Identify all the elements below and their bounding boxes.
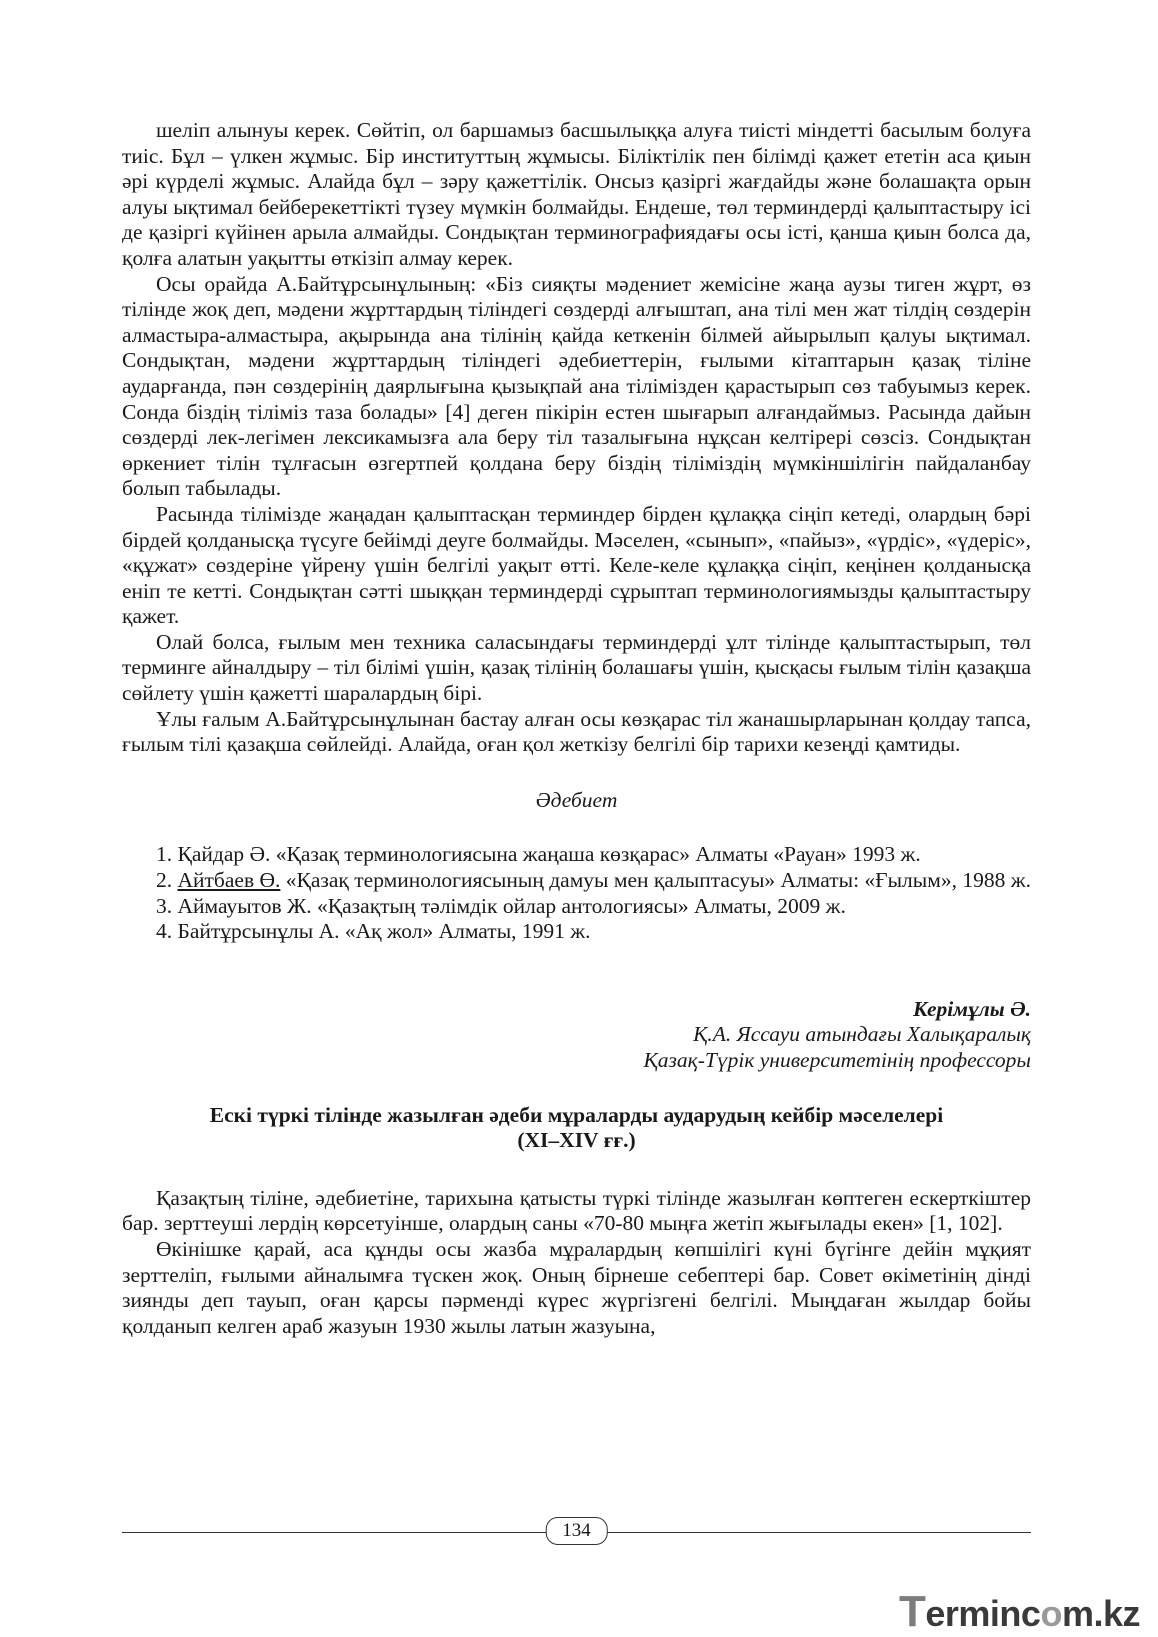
page-footer [122, 1517, 1031, 1547]
reference-number: 4. [156, 919, 178, 944]
page-number: 134 [545, 1517, 608, 1545]
reference-text: «Қазақ терминологиясының дамуы мен қалыптасуы» Алматы: «Ғылым», 1988 ж. [280, 868, 1031, 893]
watermark-text: m.kz [1061, 1593, 1140, 1634]
reference-author-link[interactable]: Айтбаев Ө. [177, 868, 281, 893]
page-body [122, 118, 1031, 1339]
watermark-letter: T [899, 1587, 926, 1636]
author-name: Керімұлы Ә. [912, 996, 1031, 1021]
reference-number: 3. [156, 893, 178, 918]
paragraph: Қазақтың тіліне, әдебиетіне, тарихына қатысты түркі тілінде жазылған көптеген ескерткіштер бар. зерттеуші лердің көрсетуінше, олардың саны «70-80 мыңға жетіп жығылады екен» [1, 102]. [122, 1185, 1031, 1236]
paragraph: Олай болса, ғылым мен техника саласындағы терминдерді ұлт тілінде қалыптастырып, төл терминге айналдыру – тіл білімі үшін, қазақ тілінің болашағы үшін, қысқасы ғылым тілін қазақша сөйлету үшін қажетті шаралардың бірі. [122, 629, 1031, 706]
reference-number: 2. [156, 868, 178, 893]
paragraph: шеліп алынуы керек. Сөйтіп, ол баршамыз басшылыққа алуға тиісті міндетті басылым болуға тиіс. Бұл – үлкен жұмыс. Бір институттың жұмысы. Біліктілік пен білімді қажет ететін аса қиын әрі күрделі жұмыс. Алайда бұл – зәру қажеттілік. Онсыз қазіргі жағдайды және болашақта орын алуы ықтимал бейберекеттікті түзеу мүмкін болмайды. Ендеше, төл терминдерді қалыптастыру ісі де қазіргі күйінен арыла алмайды. Сондықтан терминографиядағы осы істі, қанша қиын болса да, қолға алатын уақытты өткізіп алмау керек. [122, 118, 1031, 270]
references-list [122, 842, 1031, 944]
reference-item [122, 868, 1031, 894]
references-heading: Әдебиет [535, 787, 618, 812]
reference-item [122, 842, 1031, 868]
paragraph: Расында тілімізде жаңадан қалыптасқан терминдер бірден құлаққа сіңіп кетеді, олардың бәрі бірдей қолданысқа түсуге бейімді деуге болмайды. Мәселен, «сынып», «пайыз», «үрдіс», «үдеріс», «құжат» сөздеріне үйрену үшін белгілі уақыт өтті. Келе-келе құлаққа сіңіп, кеңінен қолданысқа еніп те кетті. Сондықтан сәтті шыққан терминдерді сұрыптап терминологиямызды қалыптастыру қажет. [122, 501, 1031, 629]
author-affiliation: Қ.А. Яссауи атындағы Халықаралық [693, 1022, 1031, 1047]
paragraph: Ұлы ғалым А.Байтұрсынұлынан бастау алған осы көзқарас тіл жанашырларынан қолдау тапса, ғылым тілі қазақша сөйлейді. Алайда, оған қол жеткізу белгілі бір тарихи кезеңді қамтиды. [122, 706, 1031, 757]
author-affiliation: Қазақ-Түрік университетінің профессоры [643, 1048, 1031, 1072]
paragraph: Өкінішке қарай, аса құнды осы жазба мұралардың көпшілігі күні бүгінге дейін мұқият зерттеліп, ғылыми айналымға түскен жоқ. Оның бірнеше себептері бар. Совет өкіметінің дінді зиянды деп тауып, оған қарсы пәрменді күрес жүргізгені белгілі. Мыңдаған жылдар бойы қолданып келген араб жазуын 1930 жылы латын жазуына, [122, 1236, 1031, 1338]
reference-text: Аймауытов Ж. «Қазақтың тәлімдік ойлар антологиясы» Алматы, 2009 ж. [177, 893, 846, 918]
reference-item [122, 919, 1031, 945]
site-watermark-logo[interactable] [899, 1587, 1140, 1637]
paragraph: Осы орайда А.Байтұрсынұлының: «Біз сияқты мәдениет жемісіне жаңа аузы тиген жұрт, өз тілінде жоқ деп, мәдени жұрттардың тіліндегі сөздерді алғыштап, ана тілі мен жат тілдің сөздерін алмастыра-алмастыра, ақырында ана тілінің қайда кеткенін білмей айырылып қалуы ықтимал. Сондықтан, мәдени жұрттардың тіліндегі әдебиеттерін, ғылыми кітаптарын қазақ тіліне аударғанда, пән сөздерінің даярлығына қызықпай ана тілімізден қарастырып сөз табуымыз керек. Сонда біздің тіліміз таза болады» [4] деген пікірін естен шығарып алғандаймыз. Расында дайын сөздерді лек-легімен лексикамызға ала беру тіл тазалығына нұқсан келтірері сөзсіз. Сондықтан өркениет тілін тұлғасын өзгертпей қолдана беру біздің тіліміздің мүмкіншілігін пайдаланбау болып табылады. [122, 271, 1031, 501]
magnifier-icon: о [1040, 1593, 1062, 1634]
reference-number: 1. [156, 842, 178, 867]
watermark-text: erminc [925, 1593, 1041, 1634]
article-title-line: Ескі түркі тілінде жазылған әдеби мұраларды аударудың кейбір мәселелері [209, 1102, 944, 1127]
reference-text: Байтұрсынұлы А. «Ақ жол» Алматы, 1991 ж. [177, 919, 591, 944]
author-byline [122, 997, 1031, 1074]
article-title [122, 1103, 1031, 1154]
article-title-line: (XI–XIV ғғ.) [517, 1128, 636, 1153]
reference-text: Қайдар Ә. «Қазақ терминологиясына жаңаша көзқарас» Алматы «Рауан» 1993 ж. [177, 842, 921, 867]
reference-item [122, 894, 1031, 920]
